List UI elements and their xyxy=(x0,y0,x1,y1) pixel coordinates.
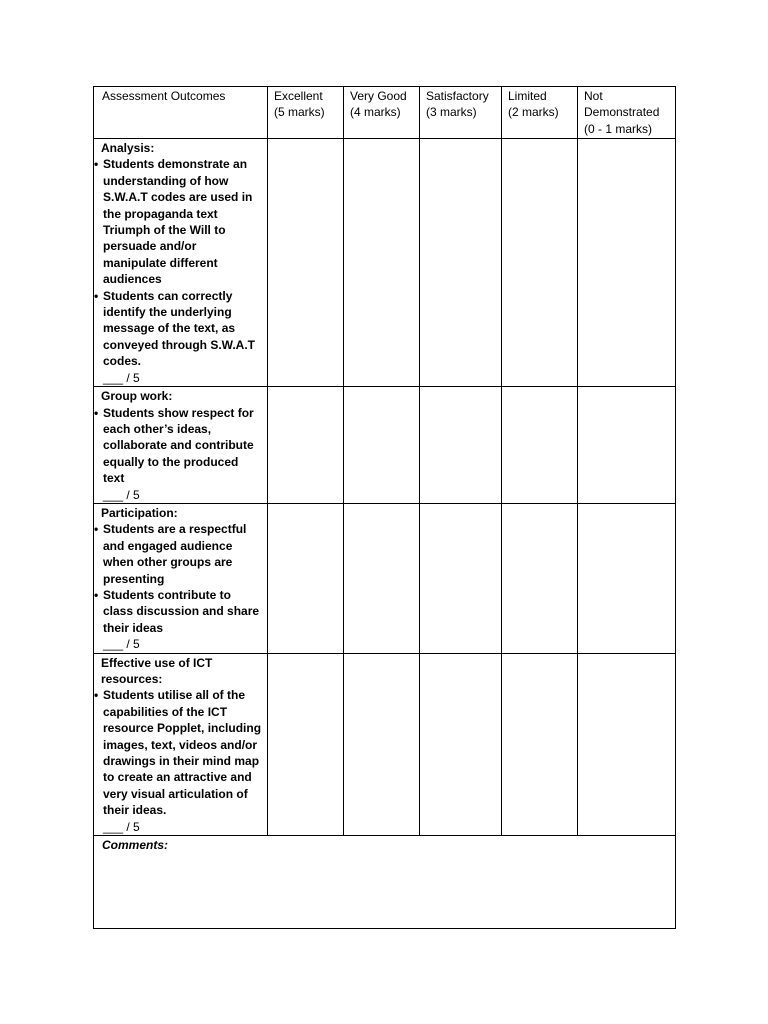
header-row xyxy=(94,87,676,139)
rating-cell-limited xyxy=(502,503,578,653)
rating-cell-satisfactory xyxy=(420,139,502,387)
outcome-cell-ict-resources xyxy=(94,653,268,835)
rating-cell-excellent xyxy=(268,503,344,653)
rating-cell-excellent xyxy=(268,387,344,504)
score-blank: ___ / 5 xyxy=(103,487,140,502)
rating-cell-satisfactory xyxy=(420,387,502,504)
comments-cell[interactable] xyxy=(94,836,676,929)
header-excellent-marks: (5 marks) xyxy=(274,105,325,120)
rating-cell-not-demonstrated xyxy=(578,139,676,387)
bullet-icon: • xyxy=(94,522,99,537)
rating-cell-excellent xyxy=(268,139,344,387)
outcome-row-group-work xyxy=(94,387,676,504)
rating-cell-limited xyxy=(502,653,578,835)
outcome-point xyxy=(94,405,263,487)
score-blank: ___ / 5 xyxy=(103,370,140,385)
rating-cell-satisfactory xyxy=(420,653,502,835)
outcome-point xyxy=(94,587,263,636)
bullet-icon: • xyxy=(94,688,99,703)
bullet-icon: • xyxy=(94,405,99,420)
rating-cell-satisfactory xyxy=(420,503,502,653)
outcome-row-ict-resources xyxy=(94,653,676,835)
outcome-point-text: Students are a respectful and engaged audience when other groups are presenting xyxy=(103,522,247,586)
outcome-point xyxy=(94,521,263,587)
header-assessment-outcomes: Assessment Outcomes xyxy=(94,87,268,139)
outcome-point-text: Students can correctly identify the underlying message of the text, as conveyed through S.W.A.T codes. xyxy=(103,288,256,369)
outcome-cell-analysis xyxy=(94,139,268,387)
rating-cell-limited xyxy=(502,387,578,504)
outcome-point xyxy=(94,156,263,287)
outcome-title: Group work: xyxy=(101,389,173,404)
header-limited-label: Limited xyxy=(508,89,547,103)
header-satisfactory-label: Satisfactory xyxy=(426,89,489,103)
outcome-cell-participation xyxy=(94,503,268,653)
header-not-demonstrated-marks: (0 - 1 marks) xyxy=(584,121,653,136)
assessment-rubric-table xyxy=(93,86,676,929)
header-very-good-marks: (4 marks) xyxy=(350,105,401,120)
header-not-demonstrated xyxy=(578,87,676,139)
outcome-point-text: Students demonstrate an understanding of how S.W.A.T codes are used in the propaganda text Triumph of the Will to persuade and/or manipulate different audiences xyxy=(103,157,253,287)
outcome-point-text: Students utilise all of the capabilities of the ICT resource Popplet, including images, text, videos and/or drawings in their mind map to create an attractive and very visual articulation of their ideas. xyxy=(103,688,262,818)
outcome-points xyxy=(94,687,263,818)
outcome-row-analysis xyxy=(94,139,676,387)
header-excellent xyxy=(268,87,344,139)
rating-cell-very-good xyxy=(344,139,420,387)
outcome-points xyxy=(94,521,263,636)
header-satisfactory xyxy=(420,87,502,139)
header-excellent-label: Excellent xyxy=(274,89,323,103)
header-limited xyxy=(502,87,578,139)
outcome-cell-group-work xyxy=(94,387,268,504)
comments-row xyxy=(94,836,676,929)
outcome-title: Participation: xyxy=(101,505,178,520)
outcome-title: Analysis: xyxy=(101,141,155,155)
header-limited-marks: (2 marks) xyxy=(508,105,559,120)
comments-label: Comments: xyxy=(102,838,169,853)
outcome-title: Effective use of ICT resources: xyxy=(101,655,213,686)
bullet-icon: • xyxy=(94,587,99,602)
outcome-point xyxy=(94,288,263,370)
rating-cell-very-good xyxy=(344,387,420,504)
rating-cell-not-demonstrated xyxy=(578,387,676,504)
score-blank: ___ / 5 xyxy=(103,637,140,652)
header-not-demonstrated-label: Not Demonstrated xyxy=(584,89,660,120)
rating-cell-not-demonstrated xyxy=(578,653,676,835)
outcome-points xyxy=(94,156,263,369)
rating-cell-not-demonstrated xyxy=(578,503,676,653)
rating-cell-very-good xyxy=(344,653,420,835)
header-very-good xyxy=(344,87,420,139)
bullet-icon: • xyxy=(94,288,99,303)
rating-cell-excellent xyxy=(268,653,344,835)
rating-cell-very-good xyxy=(344,503,420,653)
outcome-points xyxy=(94,405,263,487)
header-satisfactory-marks: (3 marks) xyxy=(426,105,477,120)
outcome-row-participation xyxy=(94,503,676,653)
score-blank: ___ / 5 xyxy=(103,819,140,834)
outcome-point-text: Students contribute to class discussion and share their ideas xyxy=(103,587,260,635)
rating-cell-limited xyxy=(502,139,578,387)
outcome-point-text: Students show respect for each other’s ideas, collaborate and contribute equally to the produced text xyxy=(103,405,254,486)
bullet-icon: • xyxy=(94,157,99,172)
header-very-good-label: Very Good xyxy=(350,89,407,103)
outcome-point xyxy=(94,687,263,818)
